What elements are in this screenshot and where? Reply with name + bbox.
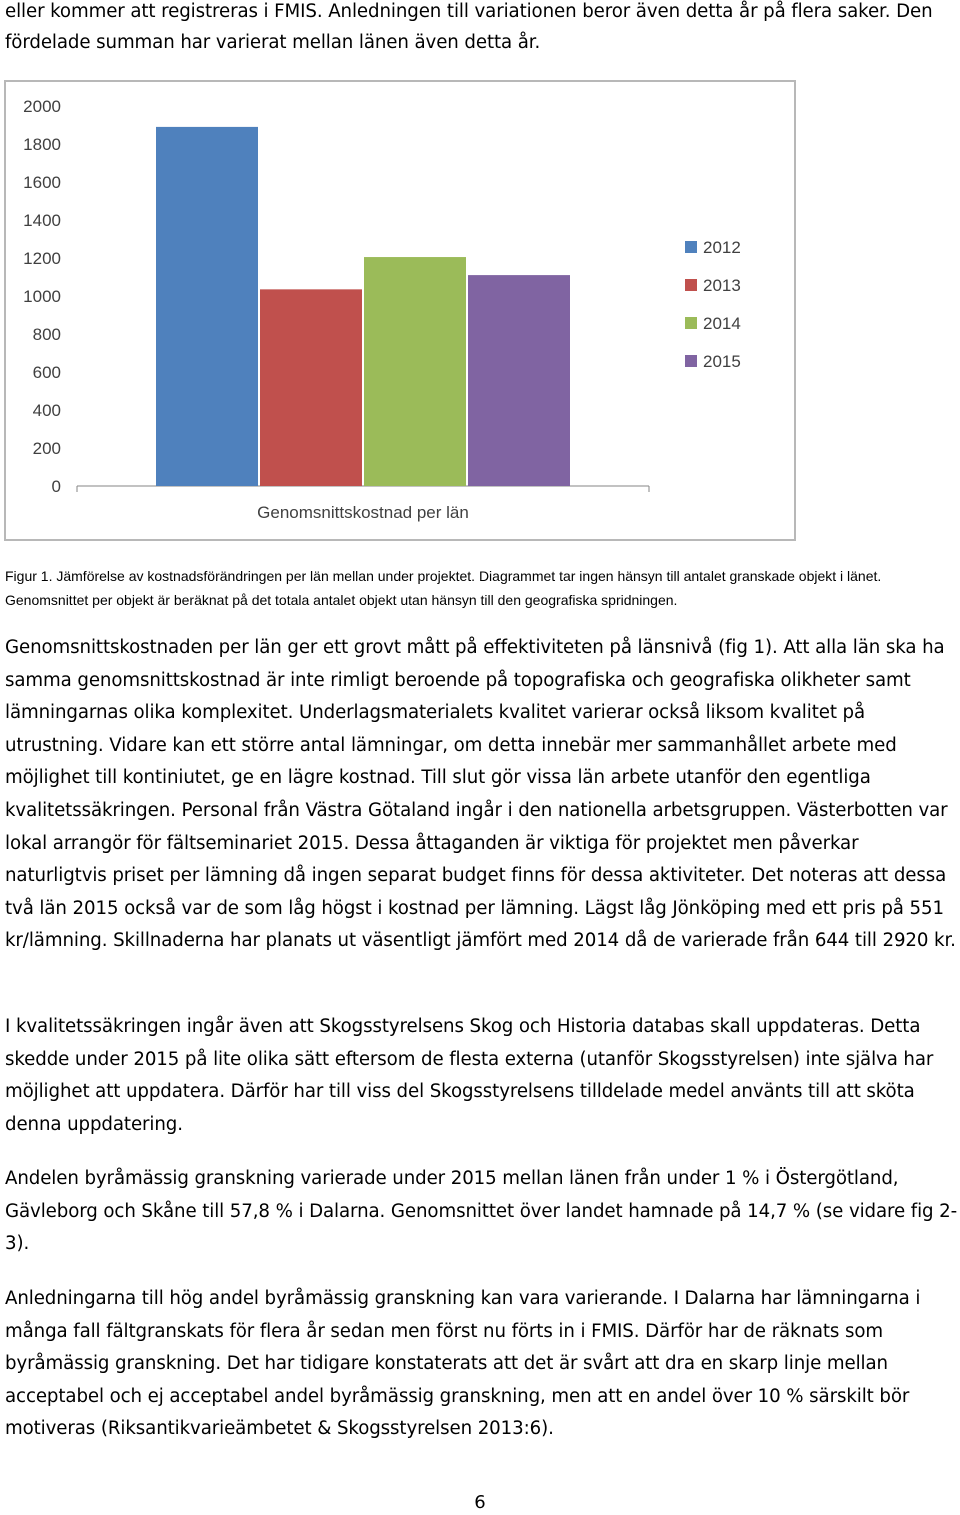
legend-label-2015: 2015 (703, 352, 741, 371)
y-tick-label: 1200 (23, 249, 61, 268)
y-tick-label: 1000 (23, 287, 61, 306)
x-category-label: Genomsnittskostnad per län (257, 503, 469, 522)
bar-2013 (260, 289, 362, 486)
y-tick-label: 400 (32, 401, 61, 420)
y-tick-label: 200 (32, 439, 61, 458)
legend-label-2012: 2012 (703, 238, 741, 257)
paragraph-cost-per-county: Genomsnittskostnaden per län ger ett grovt mått på effektiviteten på länsnivå (fig 1). Att alla län ska ha samma genomsnittskostnad är inte rimligt beroende på topografiska och geografiska olikheter samt lämningarnas olika komplexitet. Underlagsmaterialets kvalitet varierar också liksom kvalitet på utrustning. Vidare kan ett större antal lämningar, om detta innebär mer sammanhållet arbete med möjlighet till kontiniutet, ge en lägre kostnad. Till slut gör vissa län arbete utanför den egentliga kvalitetssäkringen. Personal från Västra Götaland ingår i den nationella arbetsgruppen. Västerbotten var lokal arrangör för fältseminariet 2015. Dessa åttaganden är viktiga för projektet men påverkar naturligtvis priset per lämning då ingen separat budget finns för dessa aktiviteter. Det noteras att dessa två län 2015 också var de som låg högst i kostnad per lämning. Lägst låg Jönköping med ett pris på 551 kr/lämning. Skillnaderna har planats ut väsentligt jämfört med 2014 då de varierade från 644 till 2920 kr. (5, 637, 956, 952)
paragraph-database-update: I kvalitetssäkringen ingår även att Skogsstyrelsens Skog och Historia databas skall uppdateras. Detta skedde under 2015 på lite olika sätt eftersom de flesta externa (utanför Skogsstyrelsen) inte själva har möjlighet att uppdatera. Därför har till viss del Skogsstyrelsens tilldelade medel använts till att sköta denna uppdatering. (5, 1016, 934, 1135)
legend-swatch-2013 (685, 279, 697, 291)
page-number: 6 (474, 1492, 486, 1513)
legend-label-2013: 2013 (703, 276, 741, 295)
paragraph-desk-review-share: Andelen byråmässig granskning varierade under 2015 mellan länen från under 1 % i Östergötland, Gävleborg och Skåne till 57,8 % i Dalarna. Genomsnittet över landet hamnade på 14,7 % (se vidare fig 2-3). (5, 1168, 958, 1255)
y-tick-label: 1800 (23, 135, 61, 154)
y-tick-label: 1400 (23, 211, 61, 230)
caption-part-1: Figur 1. Jämförelse av kostnadsförändringen per län mellan under projektet. (5, 568, 476, 584)
legend-swatch-2014 (685, 317, 697, 329)
caption-part-2: Diagrammet tar ingen hänsyn till antalet granskade objekt i länet. Genomsnittet per objekt är beräknat på det totala antalet objekt utan hänsyn till den geografiska spridningen. (5, 568, 882, 608)
figure-caption (5, 565, 955, 612)
paragraph-desk-review-reasons: Anledningarna till hög andel byråmässig granskning kan vara varierande. I Dalarna har lämningarna i många fall fältgranskats för flera år sedan men först nu förts in i FMIS. Därför har de räknats som byråmässig granskning. Det har tidigare konstaterats att det är svårt att dra en skarp linje mellan acceptabel och ej acceptabel andel byråmässig granskning, men att en andel över 10 % särskilt bör motiveras (Riksantikvarieämbetet & Skogsstyrelsen 2013:6). (5, 1288, 921, 1440)
bar-2015 (468, 275, 570, 486)
y-tick-label: 1600 (23, 173, 61, 192)
y-tick-label: 800 (32, 325, 61, 344)
bar-2012 (156, 127, 258, 486)
legend-label-2014: 2014 (703, 314, 741, 333)
chart-canvas (6, 82, 794, 539)
y-tick-label: 600 (32, 363, 61, 382)
intro-paragraph: eller kommer att registreras i FMIS. Anledningen till variationen beror även detta år på flera saker. Den fördelade summan har varierat mellan länen även detta år. (5, 1, 933, 53)
bar-chart (4, 80, 796, 541)
bar-2014 (364, 257, 466, 486)
y-tick-label: 0 (51, 477, 61, 496)
legend-swatch-2012 (685, 241, 697, 253)
y-tick-label: 2000 (23, 97, 61, 116)
legend-swatch-2015 (685, 355, 697, 367)
